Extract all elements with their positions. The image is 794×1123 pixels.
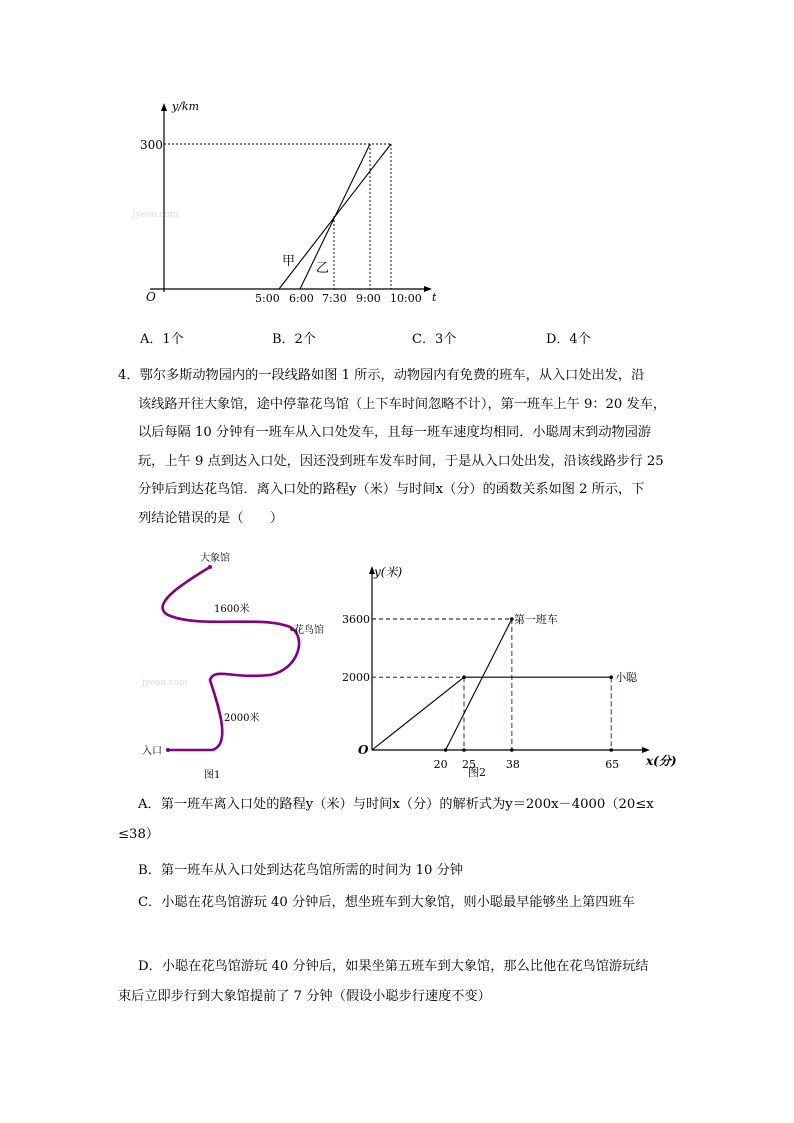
option-d[interactable]	[118, 952, 678, 1012]
data-point	[444, 748, 448, 752]
label-dist-2000: 2000米	[224, 713, 260, 724]
choice-d[interactable]: D．4个	[546, 332, 591, 347]
stem-line-4: 玩，上午 9 点到达入口处，因还没到班车发车时间，于是从入口处出发，沿该线路步行 25	[138, 453, 664, 469]
label-xiaocong: 小聪	[615, 671, 638, 685]
choice-c[interactable]: C．3个	[412, 332, 457, 347]
point-elephant	[208, 565, 212, 569]
y-tick-2000: 2000	[342, 671, 370, 685]
stem-line-1: 鄂尔多斯动物园内的一段线路如图 1 所示，动物园内有免费的班车，从入口处出发，沿	[139, 368, 645, 383]
x-axis-arrow-2	[642, 747, 650, 753]
origin-2: O	[358, 743, 369, 757]
label-entrance: 入口	[142, 746, 162, 757]
data-point	[609, 748, 613, 752]
label-yi: 乙	[316, 261, 330, 276]
label-jia: 甲	[282, 254, 296, 269]
x-tick-38: 38	[505, 758, 520, 771]
choice-b[interactable]: B．2个	[272, 332, 316, 347]
option-a-line-1: A．第一班车离入口处的路程y（米）与时间x（分）的解析式为y＝200x－4000（20≤x	[138, 797, 654, 812]
point-entrance	[166, 748, 170, 752]
option-c[interactable]: C．小聪在花鸟馆游玩 40 分钟后，想坐班车到大象馆，则小聪最早能够坐上第四班车	[138, 895, 635, 910]
stem-line-6: 列结论错误的是（ ）	[138, 510, 284, 526]
watermark-1: Jyeoo.com	[132, 210, 179, 220]
label-bird-hall: 花鸟馆	[294, 625, 324, 636]
option-d-line-1: D．小聪在花鸟馆游玩 40 分钟后，如果坐第五班车到大象馆，那么比他在花鸟馆游玩结	[138, 959, 649, 974]
caption-fig1: 图1	[204, 770, 221, 781]
line-yi	[300, 144, 370, 289]
label-dist-1600: 1600米	[214, 604, 250, 615]
x-tick-25: 25	[462, 758, 476, 771]
distance-time-graph-1	[0, 0, 794, 330]
question-4	[118, 362, 678, 534]
label-elephant-hall: 大象馆	[200, 553, 230, 564]
y-tick-300: 300	[140, 138, 163, 152]
stem-line-3: 以后每隔 10 分钟有一班车从入口处发车，且每一班车速度均相同．小聪周末到动物园游	[138, 425, 652, 441]
option-d-line-2: 束后立即步行到大象馆提前了 7 分钟（假设小聪步行速度不变）	[118, 989, 491, 1004]
x-tick-10: 10:00	[390, 292, 422, 305]
y-axis-arrow-1	[161, 103, 167, 111]
data-point	[462, 675, 466, 679]
y-tick-3600: 3600	[342, 613, 370, 626]
data-point	[510, 748, 514, 752]
choice-a[interactable]: A．1个	[140, 332, 184, 347]
y-axis-label-2: y(米)	[374, 565, 403, 579]
question-number: 4．	[118, 368, 140, 383]
option-b[interactable]: B．第一班车从入口处到达花鸟馆所需的时间为 10 分钟	[138, 863, 463, 878]
x-tick-20: 20	[433, 758, 448, 771]
x-axis-label-1: t	[432, 291, 437, 304]
stem-line-5: 分钟后到达花鸟馆．离入口处的路程y（米）与时间x（分）的函数关系如图 2 所示，下	[138, 482, 645, 498]
x-tick-7-30: 7:30	[322, 292, 347, 305]
x-tick-9: 9:00	[356, 292, 381, 305]
option-a-line-2: ≤38）	[118, 827, 160, 842]
x-axis-arrow-1	[424, 286, 432, 292]
x-tick-6: 6:00	[289, 292, 314, 305]
x-tick-5: 5:00	[255, 292, 280, 305]
function-graph-figure-2	[340, 560, 700, 790]
data-point	[462, 748, 466, 752]
watermark-2: jyeoo.com	[142, 678, 188, 688]
x-tick-65: 65	[605, 758, 620, 771]
series-walker-line	[372, 677, 611, 750]
data-point	[609, 675, 613, 679]
y-axis-label-1: y/km	[172, 100, 200, 113]
caption-fig2: 图2	[468, 766, 486, 779]
stem-line-2: 该线路开往大象馆，途中停靠花鸟馆（上下车时间忽略不计），第一班车上午 9：20 发车，	[138, 396, 667, 412]
label-first-bus: 第一班车	[513, 613, 558, 626]
x-axis-label-2: x(分)	[646, 754, 677, 768]
option-a[interactable]	[118, 790, 678, 850]
origin-1: O	[146, 290, 156, 304]
